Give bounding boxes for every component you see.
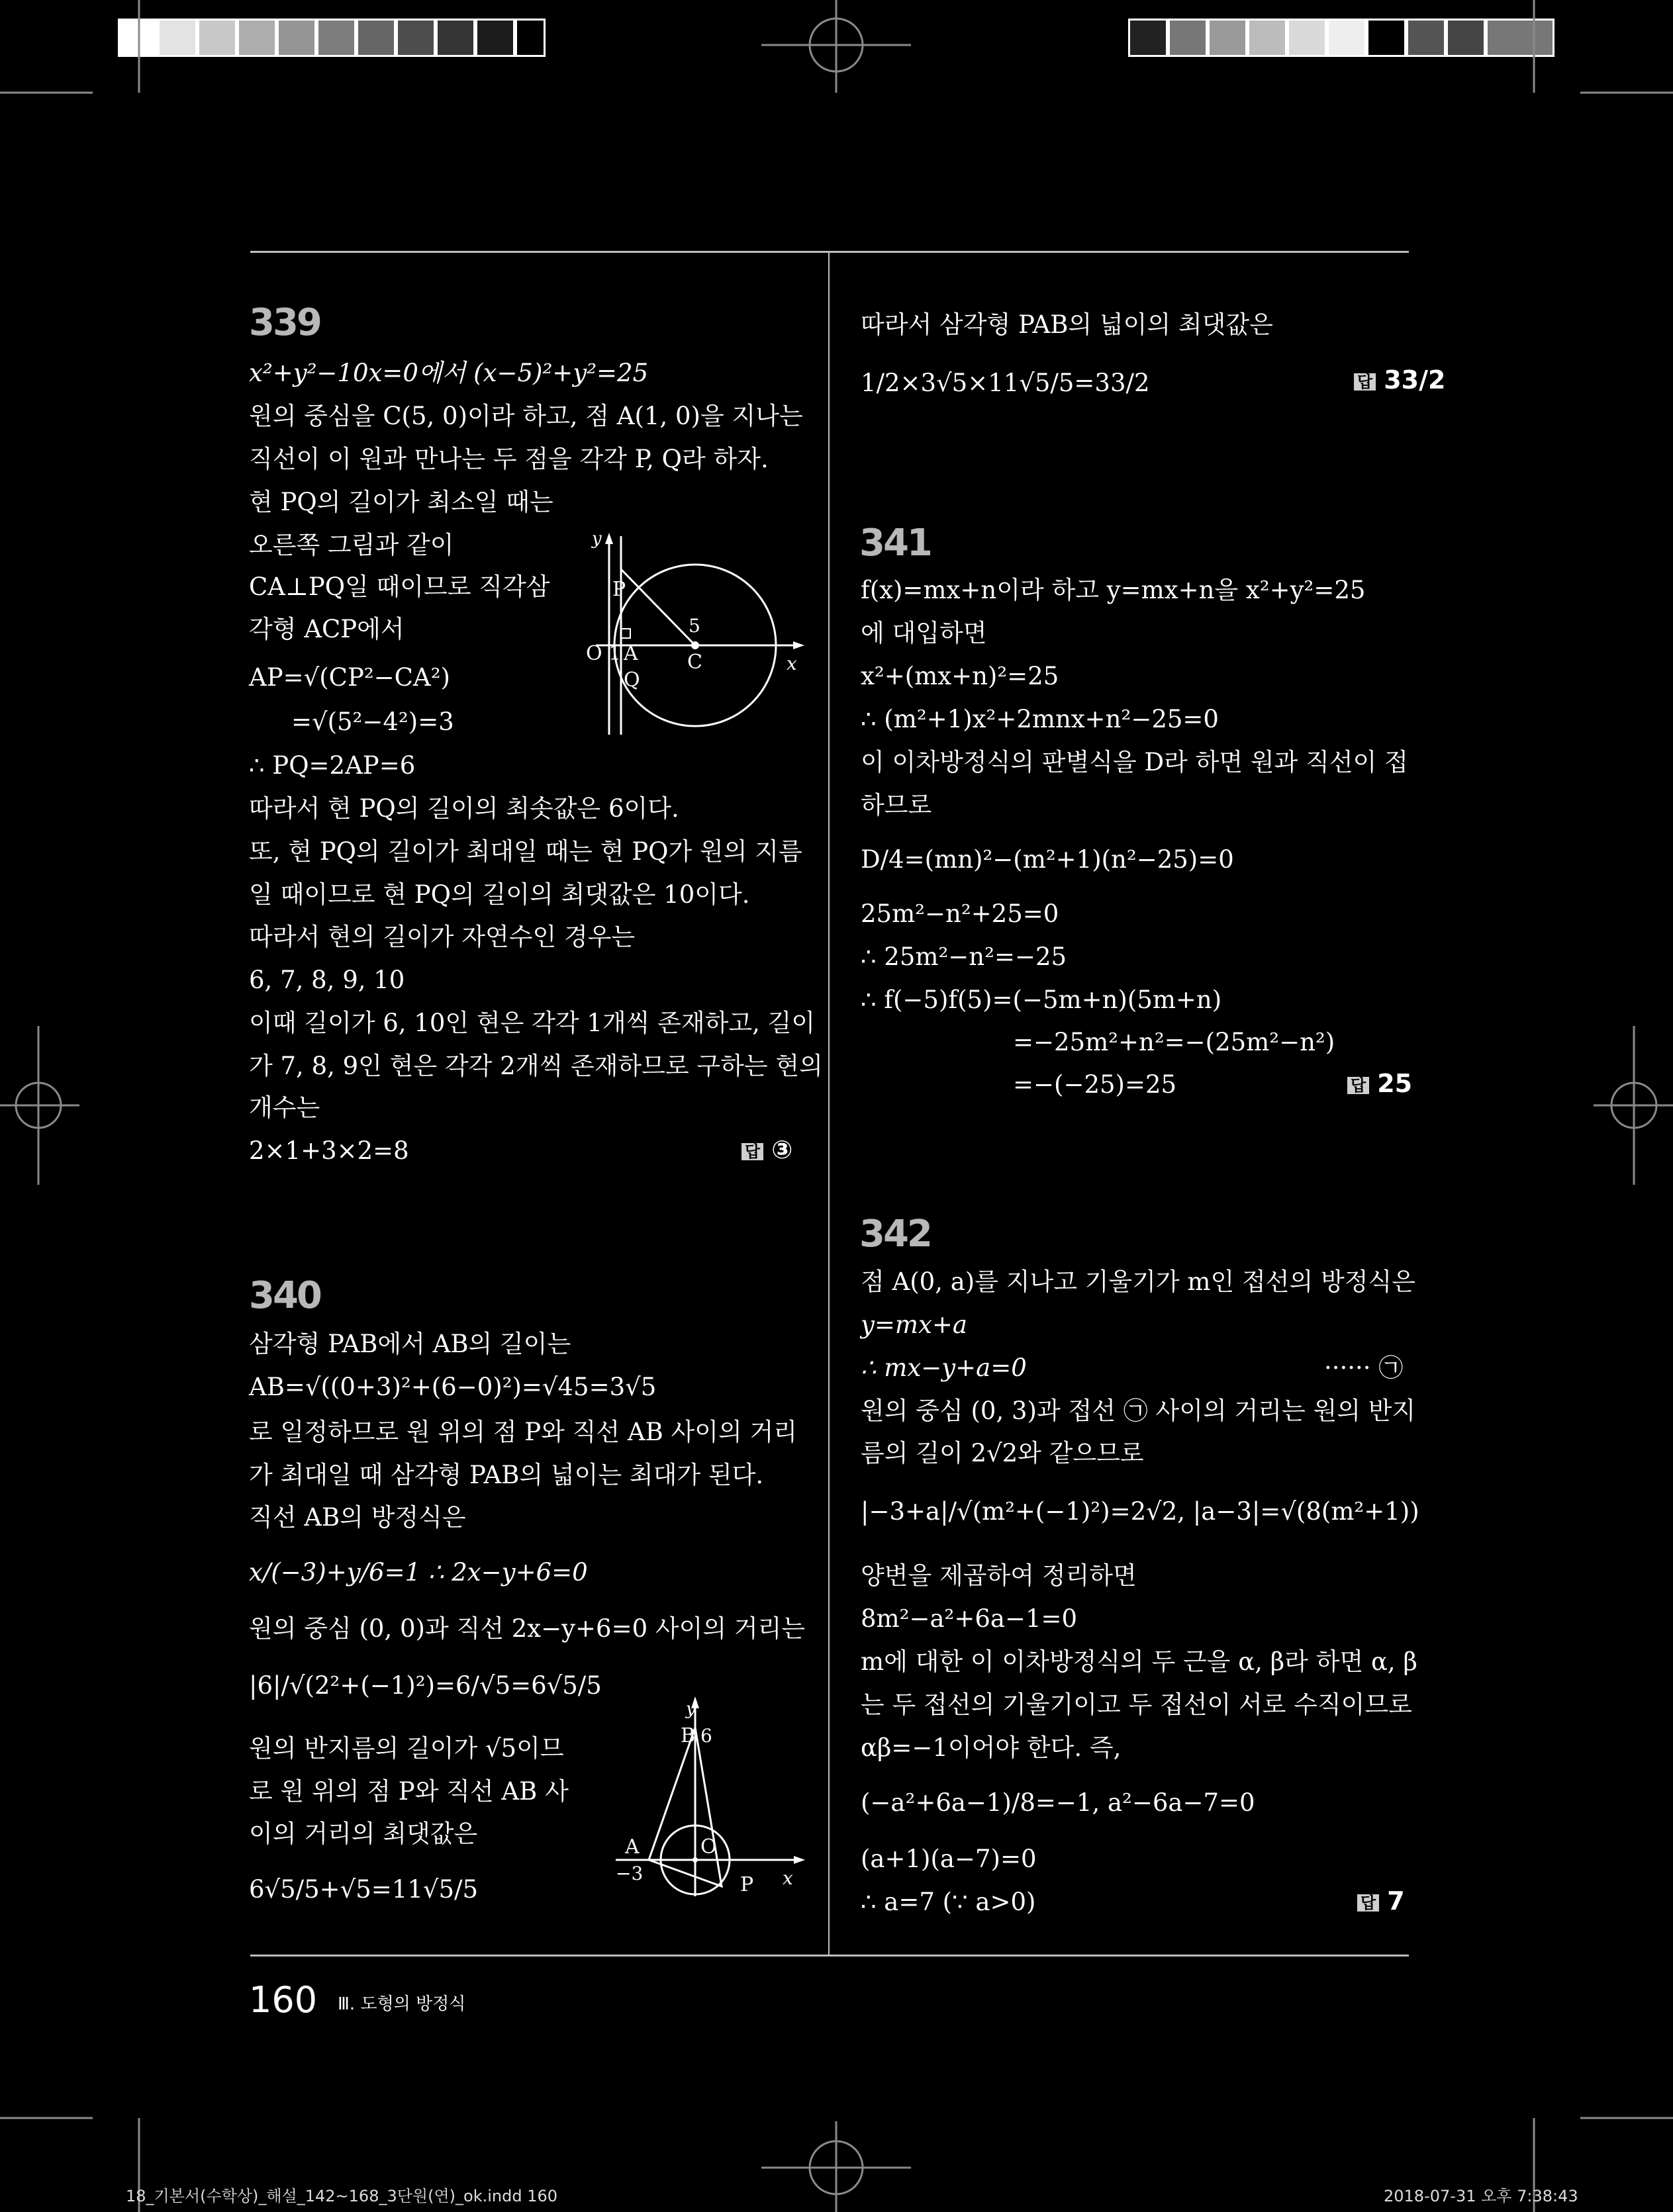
- fig-label-C: C: [687, 651, 702, 674]
- p340-line: AB=√((0+3)²+(6−0)²)=√45=3√5: [249, 1373, 657, 1401]
- fig-label-O: O: [586, 642, 602, 665]
- answer-341: 답 25: [1347, 1071, 1412, 1096]
- page-number: 160: [249, 1979, 318, 2021]
- p340-line: |6|/√(2²+(−1)²)=6/√5=6√5/5: [249, 1671, 602, 1700]
- fig-label-P: P: [740, 1873, 754, 1896]
- p339-line: 직선이 이 원과 만나는 두 점을 각각 P, Q라 하자.: [249, 445, 769, 473]
- problem-number-341: 341: [859, 522, 931, 565]
- p342-line: 원의 중심 (0, 3)과 접선 ㉠ 사이의 거리는 원의 반지: [861, 1397, 1416, 1425]
- p342-line: αβ=−1이어야 한다. 즉,: [861, 1733, 1122, 1762]
- answer-icon: 답: [1347, 1077, 1369, 1094]
- p342-line: 8m²−a²+6a−1=0: [861, 1604, 1078, 1633]
- p339-line: 이때 길이가 6, 10인 현은 각각 1개씩 존재하고, 길이: [249, 1009, 816, 1037]
- p340-line: 원의 반지름의 길이가 √5이므: [249, 1734, 564, 1763]
- p342-line: (−a²+6a−1)/8=−1, a²−6a−7=0: [861, 1788, 1255, 1817]
- fig-label-x: x: [787, 653, 797, 674]
- p341-line: 이 이차방정식의 판별식을 D라 하면 원과 직선이 접: [861, 748, 1408, 776]
- p340-line: 로 원 위의 점 P와 직선 AB 사: [249, 1777, 569, 1806]
- fig-label-B: B: [681, 1724, 696, 1747]
- p339-line: 오른쪽 그림과 같이: [249, 531, 454, 559]
- top-rule: [250, 251, 1409, 253]
- p342-line: m에 대한 이 이차방정식의 두 근을 α, β라 하면 α, β: [861, 1647, 1417, 1676]
- file-slug: 18_기본서(수학상)_해설_142~168_3단원(연)_ok.indd 160: [126, 2187, 558, 2205]
- p339-line: ∴ PQ=2AP=6: [249, 751, 416, 780]
- p340-line: 이의 거리의 최댓값은: [249, 1820, 478, 1848]
- p342-line: ∴ mx−y+a=0: [861, 1354, 1027, 1382]
- problem-number-339: 339: [249, 301, 320, 344]
- fig-label-y: y: [592, 530, 602, 549]
- p339-line: CA⊥PQ일 때이므로 직각삼: [249, 573, 550, 601]
- p341-line: ∴ 25m²−n²=−25: [861, 943, 1067, 971]
- answer-icon: 답: [1357, 1894, 1379, 1912]
- problem-number-342: 342: [859, 1213, 931, 1256]
- p339-line: 현 PQ의 길이가 최소일 때는: [249, 488, 553, 516]
- p340-line: 1/2×3√5×11√5/5=33/2: [861, 369, 1150, 397]
- p339-circle-figure: [583, 530, 808, 741]
- p339-line: =√(5²−4²)=3: [291, 708, 454, 736]
- p342-line: y=mx+a: [861, 1311, 967, 1339]
- p339-line: 원의 중심을 C(5, 0)이라 하고, 점 A(1, 0)을 지나는: [249, 402, 803, 430]
- p339-line: 6, 7, 8, 9, 10: [249, 966, 405, 994]
- fig-label-x: x: [783, 1867, 793, 1889]
- fig-label-A: A: [624, 642, 638, 665]
- p340-line: 가 최대일 때 삼각형 PAB의 넓이는 최대가 된다.: [249, 1461, 764, 1489]
- column-divider: [828, 253, 830, 1956]
- p339-line: x²+y²−10x=0에서 (x−5)²+y²=25: [249, 359, 649, 387]
- fig-label-1: 1: [608, 642, 622, 665]
- answer-339: 답 ③: [741, 1137, 792, 1162]
- p339-line: 개수는: [249, 1093, 320, 1122]
- p342-line: |−3+a|/√(m²+(−1)²)=2√2, |a−3|=√(8(m²+1)): [861, 1497, 1419, 1526]
- p342-line: 양변을 제곱하여 정리하면: [861, 1561, 1137, 1590]
- answer-icon: 답: [741, 1143, 763, 1160]
- p340-line: 6√5/5+√5=11√5/5: [249, 1875, 478, 1904]
- p341-line: 하므로: [861, 791, 932, 819]
- p340-line: x/(−3)+y/6=1 ∴ 2x−y+6=0: [249, 1558, 588, 1587]
- p342-line: 는 두 접선의 기울기이고 두 접선이 서로 수직이므로: [861, 1690, 1412, 1719]
- fig-label-Q: Q: [624, 668, 640, 692]
- p341-line: 에 대입하면: [861, 619, 987, 647]
- problem-number-340: 340: [249, 1274, 320, 1317]
- p341-line: =−25m²+n²=−(25m²−n²): [1013, 1028, 1335, 1056]
- p341-line: D/4=(mn)²−(m²+1)(n²−25)=0: [861, 845, 1234, 874]
- fig-label-y: y: [686, 1699, 696, 1719]
- fig-label-6: 6: [700, 1725, 712, 1747]
- p342-line: (a+1)(a−7)=0: [861, 1845, 1037, 1873]
- p341-line: ∴ f(−5)f(5)=(−5m+n)(5m+n): [861, 986, 1222, 1014]
- fig-label-A: A: [625, 1835, 640, 1859]
- p340-line: 따라서 삼각형 PAB의 넓이의 최댓값은: [861, 310, 1273, 339]
- p339-line: 따라서 현의 길이가 자연수인 경우는: [249, 923, 636, 951]
- bottom-rule: [250, 1955, 1409, 1957]
- p339-line: 또, 현 PQ의 길이가 최대일 때는 현 PQ가 원의 지름: [249, 837, 802, 866]
- p342-line-marker: ······ ㉠: [1324, 1354, 1404, 1382]
- p341-line: 25m²−n²+25=0: [861, 899, 1059, 928]
- p340-line: 원의 중심 (0, 0)과 직선 2x−y+6=0 사이의 거리는: [249, 1614, 806, 1643]
- p339-line: 2×1+3×2=8: [249, 1136, 409, 1165]
- answer-340: 답 33/2: [1354, 367, 1445, 392]
- p341-line: x²+(mx+n)²=25: [861, 662, 1059, 690]
- p341-line: f(x)=mx+n이라 하고 y=mx+n을 x²+y²=25: [861, 576, 1366, 604]
- fig-label-P: P: [612, 578, 626, 601]
- answer-342: 답 7: [1357, 1888, 1405, 1913]
- p340-line: 삼각형 PAB에서 AB의 길이는: [249, 1330, 571, 1358]
- p340-line: 직선 AB의 방정식은: [249, 1503, 466, 1532]
- fig-label-5: 5: [689, 615, 700, 637]
- p342-line: ∴ a=7 (∵ a>0): [861, 1888, 1036, 1916]
- date-slug: 2018-07-31 오후 7:38:43: [1384, 2187, 1578, 2205]
- p340-line: 로 일정하므로 원 위의 점 P와 직선 AB 사이의 거리: [249, 1418, 798, 1446]
- chapter-title: Ⅲ. 도형의 방정식: [338, 1994, 466, 2014]
- fig-label-O: O: [700, 1835, 717, 1859]
- answer-icon: 답: [1354, 373, 1376, 391]
- p339-line: 따라서 현 PQ의 길이의 최솟값은 6이다.: [249, 794, 679, 823]
- p340-triangle-figure: [609, 1691, 808, 1903]
- p339-line: AP=√(CP²−CA²): [249, 663, 450, 692]
- p342-line: 름의 길이 2√2와 같으므로: [861, 1439, 1144, 1467]
- p339-line: 일 때이므로 현 PQ의 길이의 최댓값은 10이다.: [249, 880, 750, 909]
- p341-line: ∴ (m²+1)x²+2mnx+n²−25=0: [861, 705, 1219, 733]
- p339-line: 각형 ACP에서: [249, 615, 405, 643]
- p342-line: 점 A(0, a)를 지나고 기울기가 m인 접선의 방정식은: [861, 1267, 1415, 1296]
- fig-label-neg3: −3: [616, 1863, 644, 1884]
- p341-line: =−(−25)=25: [1013, 1070, 1177, 1099]
- p339-line: 가 7, 8, 9인 현은 각각 2개씩 존재하므로 구하는 현의: [249, 1052, 823, 1080]
